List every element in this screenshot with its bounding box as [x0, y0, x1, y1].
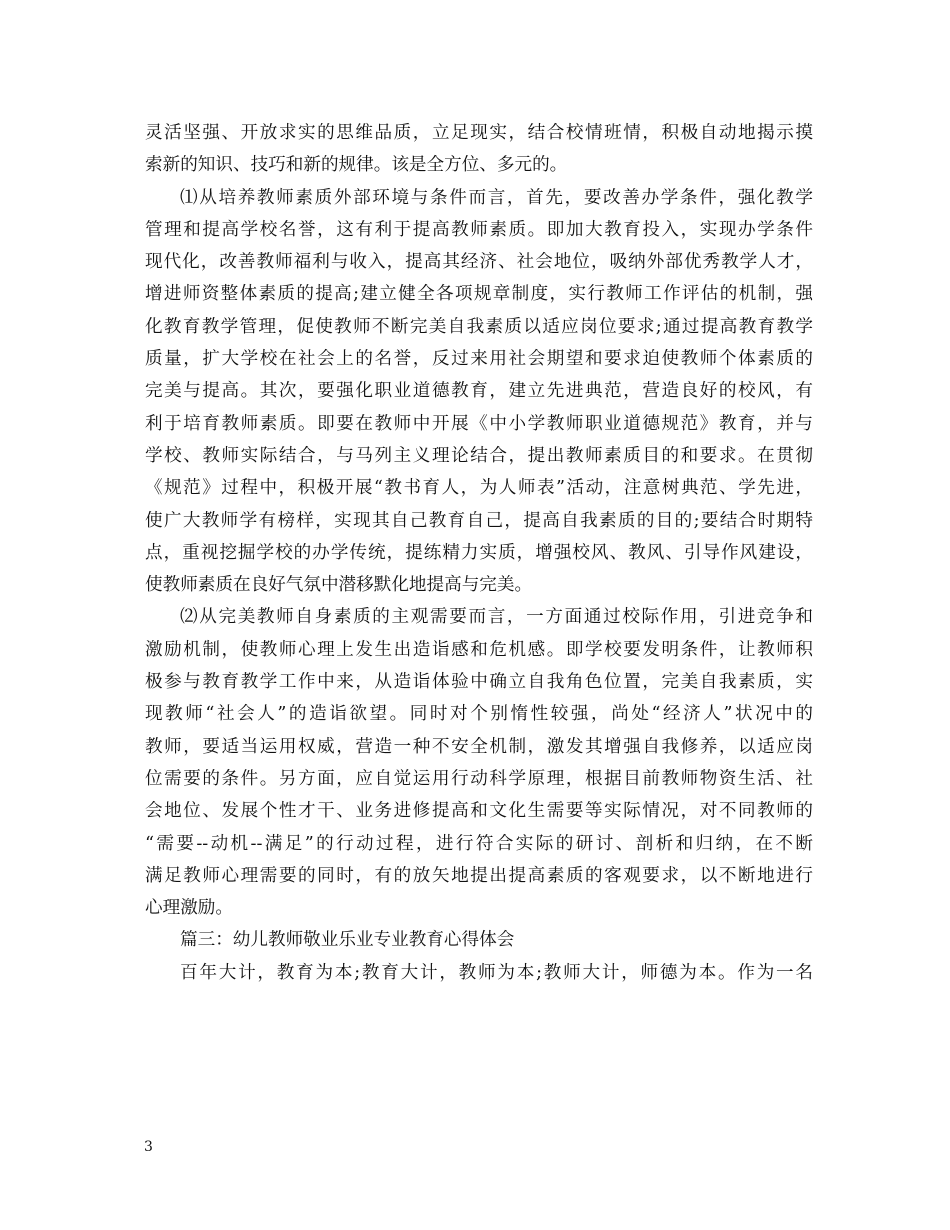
page-number: 3: [144, 1139, 153, 1155]
text-line: 利于培育教师素质。即要在教师中开展《中小学教师职业道德规范》教育，并与: [145, 413, 813, 434]
text-line: 使广大教师学有榜样，实现其自己教育自己，提高自我素质的目的;要结合时期特: [145, 510, 813, 531]
text-line: 百年大计，教育为本;教育大计，教师为本;教师大计，师德为本。作为一名: [180, 962, 813, 983]
text-line: 化教育教学管理，促使教师不断完美自我素质以适应岗位要求;通过提高教育教学: [145, 316, 813, 337]
text-line: 点，重视挖掘学校的办学传统，提练精力实质，增强校风、教风、引导作风建设，: [145, 542, 813, 563]
text-line: 心理激励。: [145, 898, 233, 919]
text-line: 极参与教育教学工作中来，从造诣体验中确立自我角色位置，完美自我素质，实: [145, 672, 813, 693]
text-line: 《规范》过程中，积极开展“教书育人，为人师表”活动，注意树典范、学先进，: [145, 478, 813, 499]
text-line: 增进师资整体素质的提高;建立健全各项规章制度，实行教师工作评估的机制，强: [145, 284, 813, 305]
text-line: 质量，扩大学校在社会上的名誉，反过来用社会期望和要求迫使教师个体素质的: [145, 349, 813, 370]
text-line: 灵活坚强、开放求实的思维品质，立足现实，结合校情班情，积极自动地揭示摸: [145, 123, 813, 143]
text-line: 现代化，改善教师福利与收入，提高其经济、社会地位，吸纳外部优秀教学人才，: [145, 252, 813, 273]
text-line: ⑵从完美教师自身素质的主观需要而言，一方面通过校际作用，引进竞争和: [180, 607, 813, 628]
text-line: 学校、教师实际结合，与马列主义理论结合，提出教师素质目的和要求。在贯彻: [145, 445, 813, 466]
text-line: “需要--动机--满足”的行动过程，进行符合实际的研讨、剖析和归纳，在不断: [145, 833, 813, 854]
text-line: 完美与提高。其次，要强化职业道德教育，建立先进典范，营造良好的校风，有: [145, 381, 813, 402]
text-line: 管理和提高学校名誉，这有利于提高教师素质。即加大教育投入，实现办学条件: [145, 219, 813, 240]
text-line: 激励机制，使教师心理上发生出造诣感和危机感。即学校要发明条件，让教师积: [145, 639, 813, 660]
text-line: 索新的知识、技巧和新的规律。该是全方位、多元的。: [145, 155, 568, 176]
body-text: [145, 117, 813, 989]
text-line: 满足教师心理需要的同时，有的放矢地提出提高素质的客观要求，以不断地进行: [145, 865, 813, 886]
text-line: 篇三：幼儿教师敬业乐业专业教育心得体会: [180, 930, 515, 951]
text-line: 现教师“社会人”的造诣欲望。同时对个别惰性较强，尚处“经济人”状况中的: [145, 704, 813, 725]
text-line: 使教师素质在良好气氛中潜移默化地提高与完美。: [145, 575, 533, 596]
text-line: 教师，要适当运用权威，营造一种不安全机制，激发其增强自我修养，以适应岗: [145, 736, 813, 757]
text-line: 会地位、发展个性才干、业务进修提高和文化生需要等实际情况，对不同教师的: [145, 801, 813, 822]
text-line: ⑴从培养教师素质外部环境与条件而言，首先，要改善办学条件，强化教学: [180, 187, 813, 208]
text-line: 位需要的条件。另方面，应自觉运用行动科学原理，根据目前教师物资生活、社: [145, 768, 813, 789]
